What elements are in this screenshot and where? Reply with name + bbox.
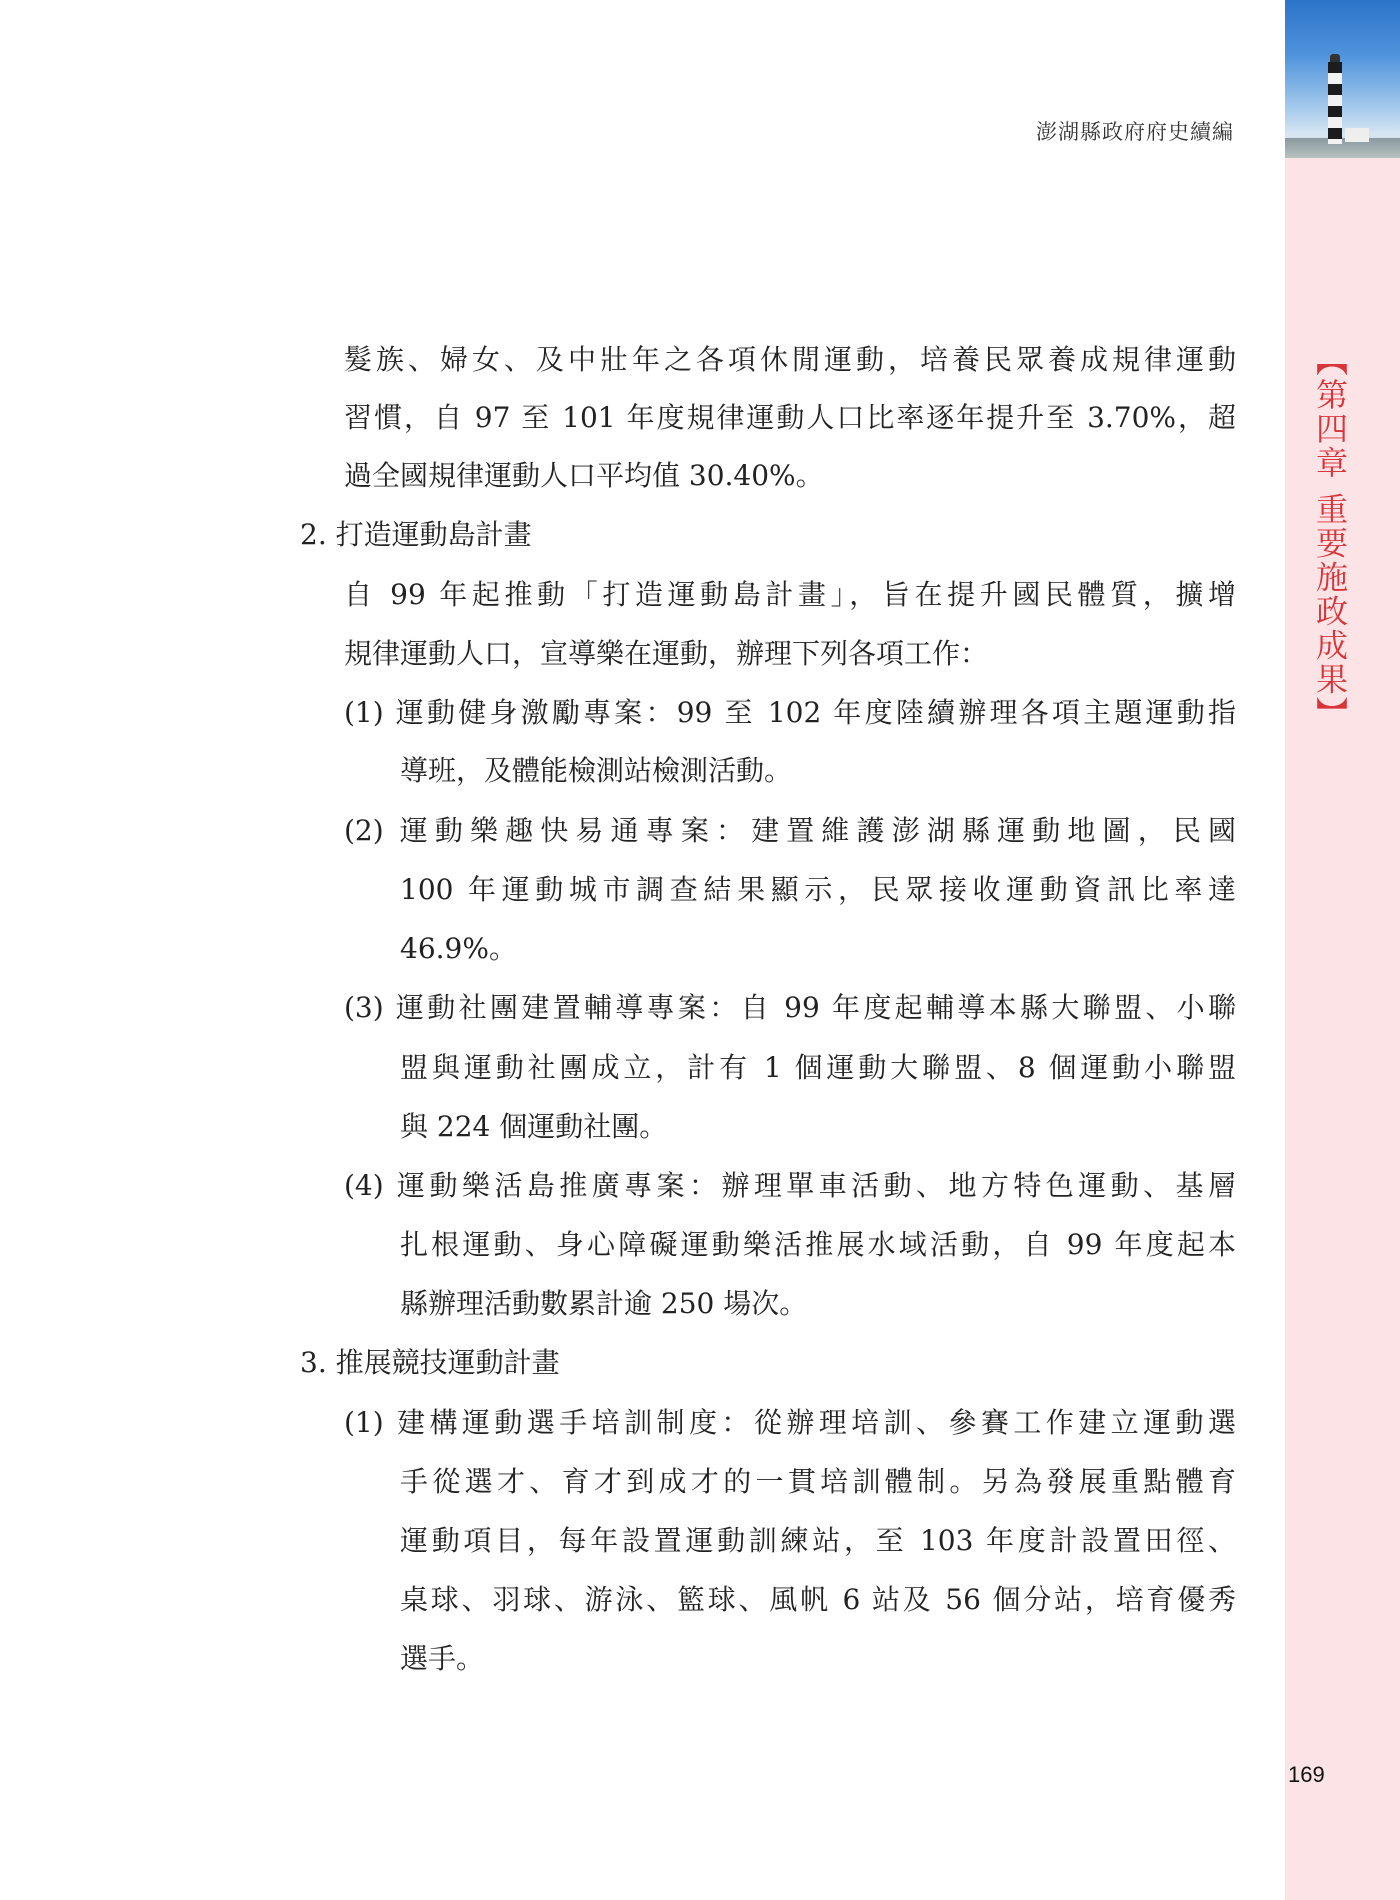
list-item: (4) 運動樂活島推廣專案：辦理單車活動、地方特色運動、基層: [344, 1169, 1236, 1202]
running-head: 澎湖縣政府府史續編: [1036, 120, 1234, 144]
text-line: 扎根運動、身心障礙運動樂活推展水域活動，自 99 年度起本: [400, 1228, 1236, 1261]
text-line: 選手。: [400, 1642, 485, 1675]
text-line: 46.9%。: [400, 932, 517, 965]
lighthouse-house: [1345, 128, 1369, 142]
coast-rocks: [1285, 138, 1400, 158]
page-number: 169: [1288, 1762, 1325, 1787]
text-line: 與 224 個運動社團。: [400, 1110, 668, 1143]
text-line: 過全國規律運動人口平均值 30.40%。: [344, 459, 824, 492]
chapter-tab: 【第四章 重要施政成果】: [1311, 344, 1349, 731]
text-line: 桌球、羽球、游泳、籃球、風帆 6 站及 56 個分站，培育優秀: [400, 1583, 1236, 1616]
section-heading: 2. 打造運動島計畫: [300, 518, 532, 551]
text-line: 導班，及體能檢測站檢測活動。: [400, 754, 793, 787]
text-line: 規律運動人口，宣導樂在運動，辦理下列各項工作：: [344, 637, 989, 670]
list-item: (3) 運動社團建置輔導專案：自 99 年度起輔導本縣大聯盟、小聯: [344, 991, 1236, 1024]
text-line: 手從選才、育才到成才的一貫培訓體制。另為發展重點體育: [400, 1465, 1236, 1498]
text-line: 縣辦理活動數累計逾 250 場次。: [400, 1287, 808, 1320]
lighthouse-photo: [1285, 0, 1400, 158]
text-line: 髮族、婦女、及中壯年之各項休閒運動，培養民眾養成規律運動: [344, 343, 1236, 376]
text-line: 100 年運動城市調查結果顯示，民眾接收運動資訊比率達: [400, 873, 1236, 906]
side-color-band: [1285, 0, 1400, 1900]
text-line: 習慣，自 97 至 101 年度規律運動人口比率逐年提升至 3.70%，超: [344, 401, 1236, 434]
text-line: 自 99 年起推動「打造運動島計畫」，旨在提升國民體質，擴增: [344, 578, 1236, 611]
list-item: (1) 建構運動選手培訓制度：從辦理培訓、參賽工作建立運動選: [344, 1406, 1236, 1439]
list-item: (1) 運動健身激勵專案：99 至 102 年度陸續辦理各項主題運動指: [344, 696, 1236, 729]
list-item: (2) 運動樂趣快易通專案：建置維護澎湖縣運動地圖，民國: [344, 814, 1236, 847]
text-line: 盟與運動社團成立，計有 1 個運動大聯盟、8 個運動小聯盟: [400, 1051, 1236, 1084]
section-heading: 3. 推展競技運動計畫: [300, 1346, 560, 1379]
lighthouse-tower: [1328, 62, 1342, 144]
text-line: 運動項目，每年設置運動訓練站，至 103 年度計設置田徑、: [400, 1524, 1236, 1557]
